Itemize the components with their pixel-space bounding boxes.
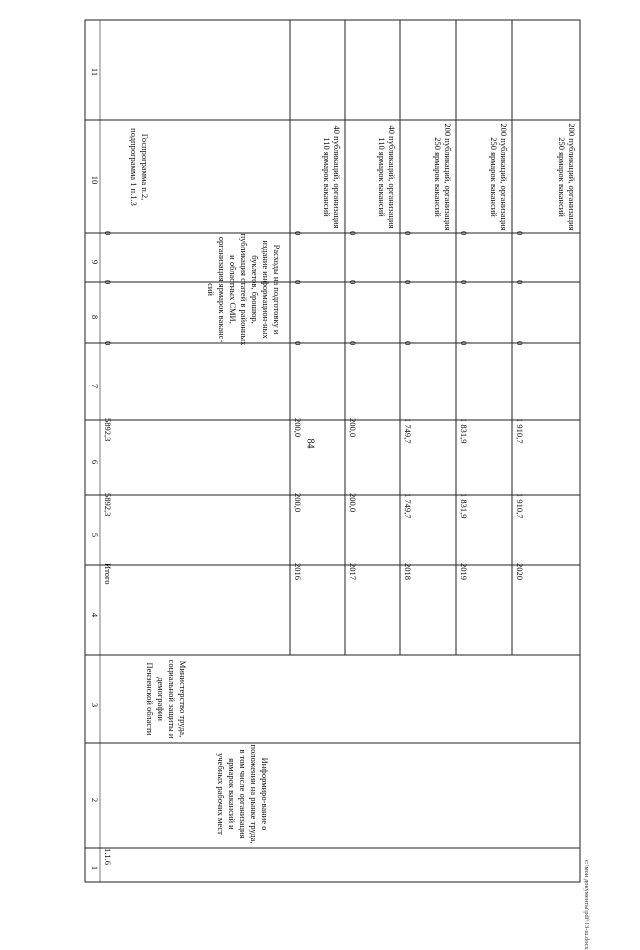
year-row-4-c6: 1 831,9 [459, 418, 469, 444]
year-row-4-c9: 0 [459, 231, 469, 236]
header-col-5: 5 [90, 532, 100, 538]
header-col-9: 9 [90, 259, 100, 265]
year-row-5-c8: 0 [515, 280, 525, 285]
header-col-3: 3 [90, 702, 100, 708]
year-row-5-result: 200 публикаций, организация 250 ярмарок вакансий [557, 123, 577, 231]
year-row-5-year: 2020 [515, 563, 525, 580]
year-row-1-c7: 0 [293, 341, 303, 346]
year-row-3-year: 2018 [403, 563, 413, 580]
year-row-1-c6: 200,0 [293, 418, 303, 438]
year-row-3-c5: 1 749,7 [403, 493, 413, 519]
year-row-2-result: 40 публикаций, организация 110 ярмарок вакансий [377, 125, 397, 229]
row-number: 1.1.6 [103, 848, 113, 865]
year-row-4-c8: 0 [459, 280, 469, 285]
total-col10: Расходы на подготовку и издание информацион-ных буклетов, брошюр, публикация статей в районных и областных СМИ, организация ярмарок ваканс-сий [206, 233, 282, 346]
year-row-1-c8: 0 [293, 280, 303, 285]
header-col-2: 2 [90, 797, 100, 803]
header-col-8: 8 [90, 314, 100, 320]
year-row-5-c5: 1 910,7 [515, 493, 525, 519]
program-reference: Госпрограмма п.2, подпрограмма 1 п.1.3 [129, 128, 150, 206]
year-row-5-c6: 1 910,7 [515, 418, 525, 444]
year-row-4-result: 200 публикаций, организация 250 ярмарок вакансий [489, 123, 509, 231]
file-path-footer: c:\мои документы\pdf\13-ш.docx [583, 860, 590, 950]
total-col7: 0 [103, 341, 113, 346]
total-col5: 5892,3 [103, 493, 113, 517]
header-col-1: 1 [90, 865, 100, 871]
year-row-4-year: 2019 [459, 563, 469, 580]
total-label: Итого [103, 563, 113, 585]
header-col-7: 7 [90, 383, 100, 389]
year-row-5-c7: 0 [515, 341, 525, 346]
year-row-3-result: 200 публикаций, организация 250 ярмарок вакансий [433, 123, 453, 231]
year-row-2-year: 2017 [348, 563, 358, 580]
year-row-5-c9: 0 [515, 231, 525, 236]
year-row-2-c8: 0 [348, 280, 358, 285]
year-row-3-c7: 0 [403, 341, 413, 346]
year-row-1-c9: 0 [293, 231, 303, 236]
year-row-2-c9: 0 [348, 231, 358, 236]
year-row-2-c5: 200,0 [348, 493, 358, 513]
year-row-1-year: 2016 [293, 563, 303, 580]
header-col-10: 10 [90, 175, 100, 185]
page-number: 84 [304, 438, 316, 449]
year-row-4-c7: 0 [459, 341, 469, 346]
year-row-4-c5: 1 831,9 [459, 493, 469, 519]
header-col-11: 11 [90, 67, 100, 77]
total-col8: 0 [103, 280, 113, 285]
year-row-1-result: 40 публикаций, организация 110 ярмарок вакансий [322, 125, 342, 229]
measure-name: Информиро-вание о положении на рынке труда, в том числе организация ярмарок вакансий и учебных рабочих мест [216, 744, 270, 844]
year-row-1-c5: 200,0 [293, 493, 303, 513]
year-row-2-c7: 0 [348, 341, 358, 346]
year-row-3-c9: 0 [403, 231, 413, 236]
header-col-4: 4 [90, 612, 100, 618]
executor: Министерство труда, социальной защиты и демографии Пензенской области [145, 659, 188, 739]
total-col9: 0 [103, 231, 113, 236]
year-row-3-c6: 1 749,7 [403, 418, 413, 444]
year-row-2-c6: 200,0 [348, 418, 358, 438]
year-row-3-c8: 0 [403, 280, 413, 285]
header-col-6: 6 [90, 459, 100, 465]
total-col6: 5892,3 [103, 418, 113, 442]
